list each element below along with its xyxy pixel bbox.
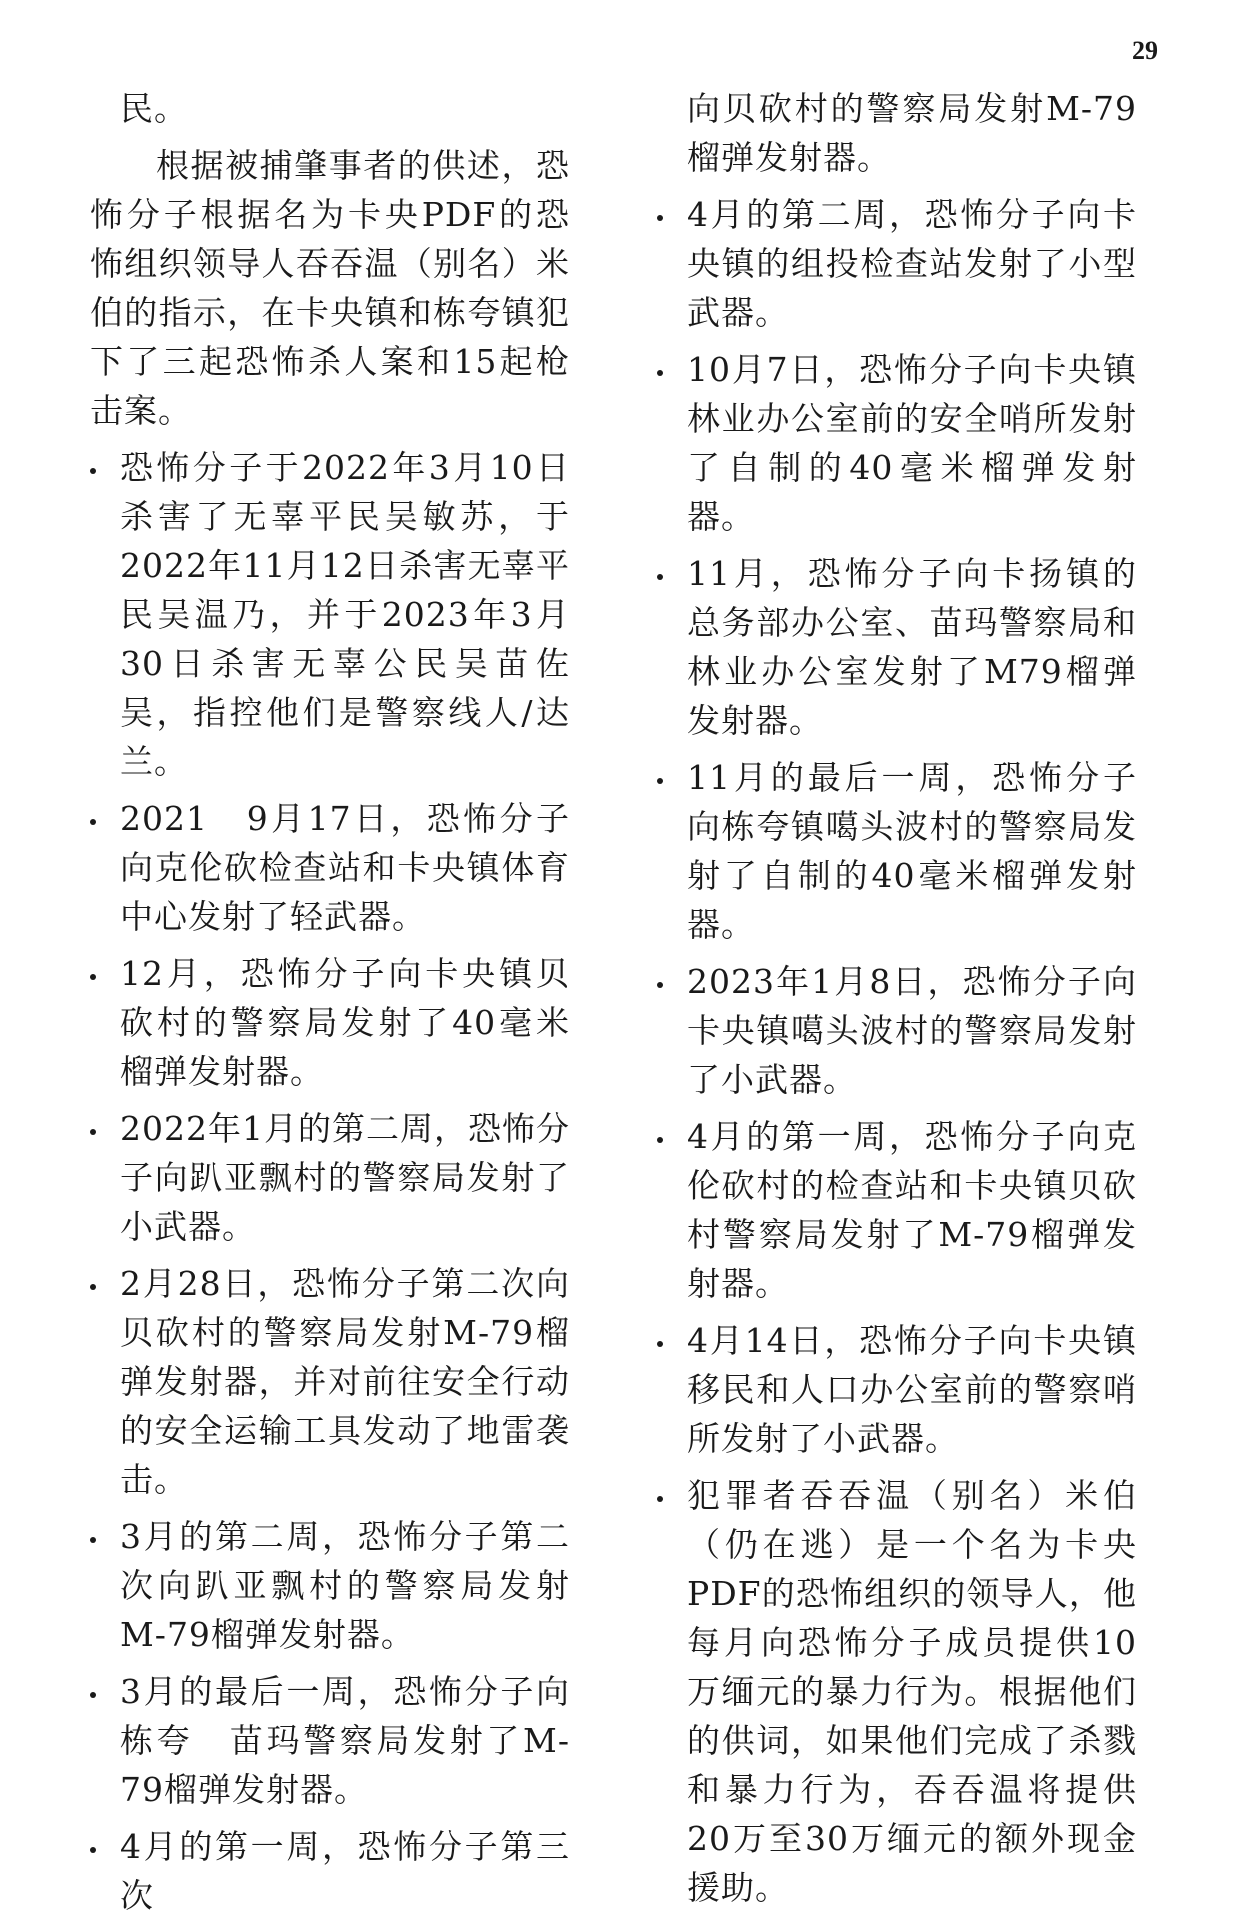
bullet-icon — [657, 1137, 663, 1143]
bullet-icon — [90, 1129, 96, 1135]
list-item — [657, 1471, 1171, 1912]
bullet-icon — [657, 370, 663, 376]
list-item-text: 3月的最后一周，恐怖分子向栋夸 苗玛警察局发射了M-79榴弹发射器。 — [120, 1672, 570, 1809]
list-item — [90, 949, 570, 1096]
bullet-icon — [90, 974, 96, 980]
list-item-text: 11月的最后一周，恐怖分子向栋夸镇噶头波村的警察局发射了自制的40毫米榴弹发射器。 — [687, 758, 1137, 944]
list-item — [657, 753, 1137, 949]
incident-list — [657, 190, 1171, 1912]
list-item — [90, 1667, 570, 1814]
list-item — [90, 1822, 570, 1920]
list-item-text: 2月28日，恐怖分子第二次向贝砍村的警察局发射M-79榴弹发射器，并对前往安全行动的安全运输工具发动了地雷袭击。 — [120, 1264, 570, 1499]
continuation-text: 民。 — [120, 89, 188, 128]
list-item — [657, 957, 1137, 1104]
list-item — [657, 549, 1137, 745]
bullet-icon — [90, 1284, 96, 1290]
intro-paragraph: 根据被捕肇事者的供述，恐怖分子根据名为卡央PDF的恐怖组织领导人吞吞温（别名）米伯的指示，在卡央镇和栋夸镇犯下了三起恐怖杀人案和15起枪击案。 — [90, 146, 570, 430]
bullet-icon — [90, 1847, 96, 1853]
list-item — [657, 1316, 1137, 1463]
bullet-icon — [657, 982, 663, 988]
list-item-text: 2023年1月8日，恐怖分子向卡央镇噶头波村的警察局发射了小武器。 — [687, 962, 1137, 1099]
list-item-text: 犯罪者吞吞温（别名）米伯（仍在逃）是一个名为卡央 PDF的恐怖组织的领导人，他每月向恐怖分子成员提供10万缅元的暴力行为。根据他们的供词，如果他们完成了杀戮和暴力行为，吞吞温将提供20万至30万缅元的额外现金援助。 — [687, 1476, 1171, 1907]
bullet-icon — [657, 574, 663, 580]
list-item-text: 4月的第二周，恐怖分子向卡央镇的组投检查站发射了小型武器。 — [687, 195, 1137, 332]
list-item — [90, 443, 570, 786]
list-item — [657, 345, 1137, 541]
list-item — [90, 1104, 570, 1251]
list-item-text: 4月的第一周，恐怖分子向克伦砍村的检查站和卡央镇贝砍村警察局发射了M-79榴弹发射器。 — [687, 1117, 1137, 1303]
continuation-text: 向贝砍村的警察局发射M-79榴弹发射器。 — [687, 89, 1137, 177]
list-item — [90, 1259, 570, 1504]
bullet-icon — [90, 1537, 96, 1543]
bullet-icon — [657, 215, 663, 221]
bullet-icon — [90, 819, 96, 825]
bullet-icon — [657, 1496, 663, 1502]
bullet-icon — [657, 1341, 663, 1347]
bullet-icon — [657, 778, 663, 784]
list-item-text: 4月14日，恐怖分子向卡央镇移民和人口办公室前的警察哨所发射了小武器。 — [687, 1321, 1137, 1458]
right-column — [657, 84, 1171, 1920]
bullet-icon — [90, 468, 96, 474]
list-item-text: 3月的第二周，恐怖分子第二次向趴亚飘村的警察局发射M-79榴弹发射器。 — [120, 1517, 570, 1654]
list-item-text: 2021 9月17日，恐怖分子向克伦砍检查站和卡央镇体育中心发射了轻武器。 — [120, 799, 570, 936]
list-item — [657, 190, 1137, 337]
list-item — [90, 794, 570, 941]
list-item-text: 11月，恐怖分子向卡扬镇的总务部办公室、苗玛警察局和林业办公室发射了M79榴弹发射器。 — [687, 554, 1137, 740]
list-item-text: 10月7日，恐怖分子向卡央镇林业办公室前的安全哨所发射了自制的40毫米榴弹发射器。 — [687, 350, 1137, 536]
page-number: 29 — [1132, 36, 1158, 65]
list-item-text: 12月，恐怖分子向卡央镇贝砍村的警察局发射了40毫米榴弹发射器。 — [120, 954, 570, 1091]
list-item — [657, 1112, 1137, 1308]
incident-list — [90, 443, 570, 1920]
list-item-text: 恐怖分子于2022年3月10日杀害了无辜平民吴敏苏，于2022年11月12日杀害无辜平民吴温乃，并于2023年3月30日杀害无辜公民吴苗佐吴，指控他们是警察线人/达兰。 — [120, 448, 570, 781]
list-item — [90, 1512, 570, 1659]
list-item-text: 2022年1月的第二周，恐怖分子向趴亚飘村的警察局发射了小武器。 — [120, 1109, 570, 1246]
bullet-icon — [90, 1692, 96, 1698]
list-item-text: 4月的第一周，恐怖分子第三次 — [120, 1827, 570, 1915]
left-column — [90, 84, 570, 1928]
